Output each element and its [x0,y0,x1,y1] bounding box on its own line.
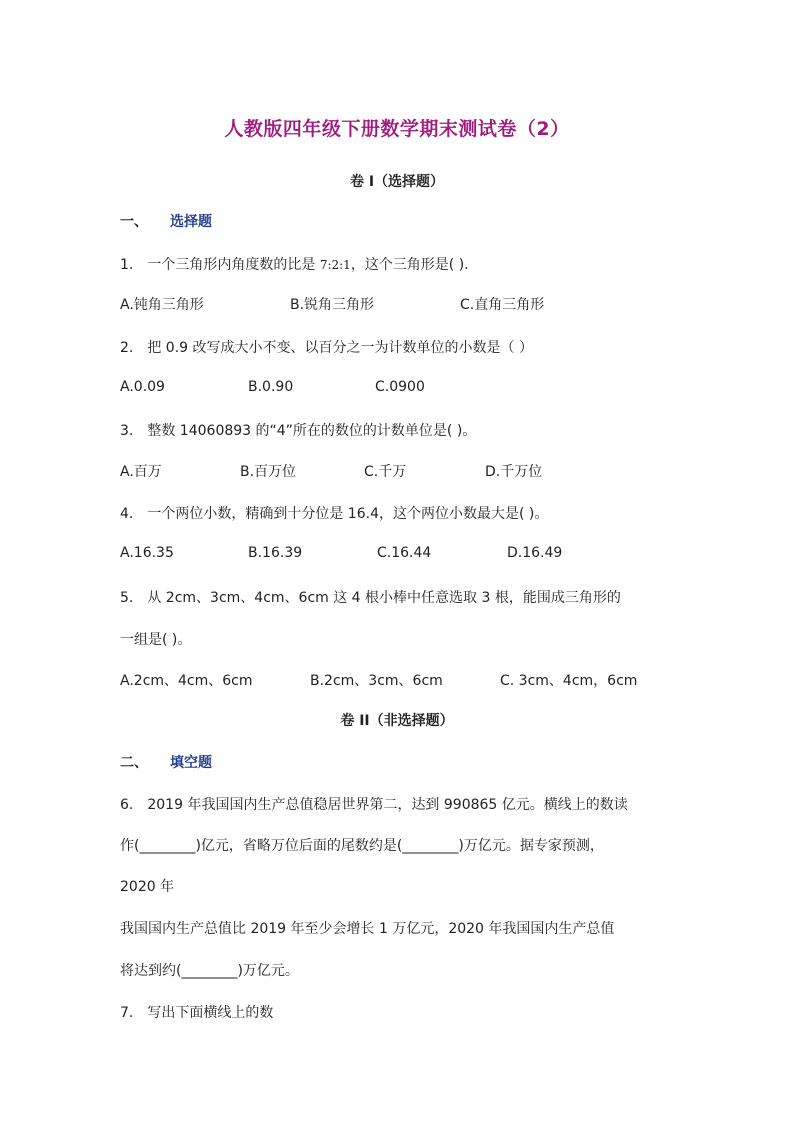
question-6-line-4: 我国国内生产总值比 2019 年至少会增长 1 万亿元，2020 年我国国内生产总值 [120,921,615,937]
q5-option-c: C. 3cm、4cm，6cm [500,673,638,689]
q3-option-d: D.千万位 [485,464,543,480]
question-5-continued: 一组是( )。 [120,632,192,648]
q3-option-b: B.百万位 [240,464,297,480]
question-text: 一个两位小数，精确到十分位是 16.4，这个两位小数最大是( )。 [147,506,549,522]
q1-option-a: A.钝角三角形 [120,297,204,313]
q2-option-b: B.0.90 [248,379,294,395]
section-two-heading [120,752,212,772]
q2-option-c: C.0900 [375,379,425,395]
question-number: 4. [120,506,134,522]
question-7 [120,1002,273,1022]
question-3 [120,420,476,440]
q2-option-a: A.0.09 [120,379,165,395]
question-6 [120,794,628,814]
q1-option-b: B.锐角三角形 [290,297,375,313]
question-number: 1. [120,257,134,273]
question-6-line-2: 作(________)亿元，省略万位后面的尾数约是(________)万亿元。据专家预测， [120,838,604,854]
question-text: 2019 年我国国内生产总值稳居世界第二，达到 990865 亿元。横线上的数读 [147,797,628,813]
q4-option-b: B.16.39 [248,545,303,561]
q3-option-a: A.百万 [120,464,162,480]
q4-option-c: C.16.44 [377,545,432,561]
question-5 [120,587,621,607]
question-4 [120,503,548,523]
q4-option-d: D.16.49 [507,545,563,561]
question-number: 2. [120,340,134,356]
question-text: 整数 14060893 的“4”所在的数位的计数单位是( )。 [147,423,477,439]
question-text: 一个三角形内角度数的比是 [147,257,316,273]
ratio-value: 7:2:1 [319,258,351,272]
question-2 [120,337,533,357]
part-two-heading: 卷 II（非选择题） [340,713,454,729]
section-one-label: 选择题 [170,214,212,230]
section-one-heading [120,211,212,231]
q1-option-c: C.直角三角形 [460,297,545,313]
question-1 [120,254,469,274]
q5-option-a: A.2cm、4cm、6cm [120,673,253,689]
section-one-number: 一、 [120,214,148,230]
question-6-line-5: 将达到约(________)万亿元。 [120,963,299,979]
section-two-number: 二、 [120,755,148,771]
question-number: 6. [120,797,134,813]
question-6-line-3: 2020 年 [120,879,175,895]
question-text: 写出下面横线上的数 [147,1005,274,1021]
page-title: 人教版四年级下册数学期末测试卷（2） [224,118,570,140]
q5-option-b: B.2cm、3cm、6cm [310,673,443,689]
q4-option-a: A.16.35 [120,545,174,561]
part-one-heading: 卷 I（选择题） [349,174,445,190]
question-text-end: ，这个三角形是( ). [350,257,469,273]
question-number: 3. [120,423,134,439]
question-number: 5. [120,590,134,606]
question-number: 7. [120,1005,134,1021]
section-two-label: 填空题 [170,755,212,771]
question-text: 把 0.9 改写成大小不变、以百分之一为计数单位的小数是（ ） [147,340,533,356]
q3-option-c: C.千万 [364,464,407,480]
question-text: 从 2cm、3cm、4cm、6cm 这 4 根小棒中任意选取 3 根，能围成三角形的 [147,590,621,606]
